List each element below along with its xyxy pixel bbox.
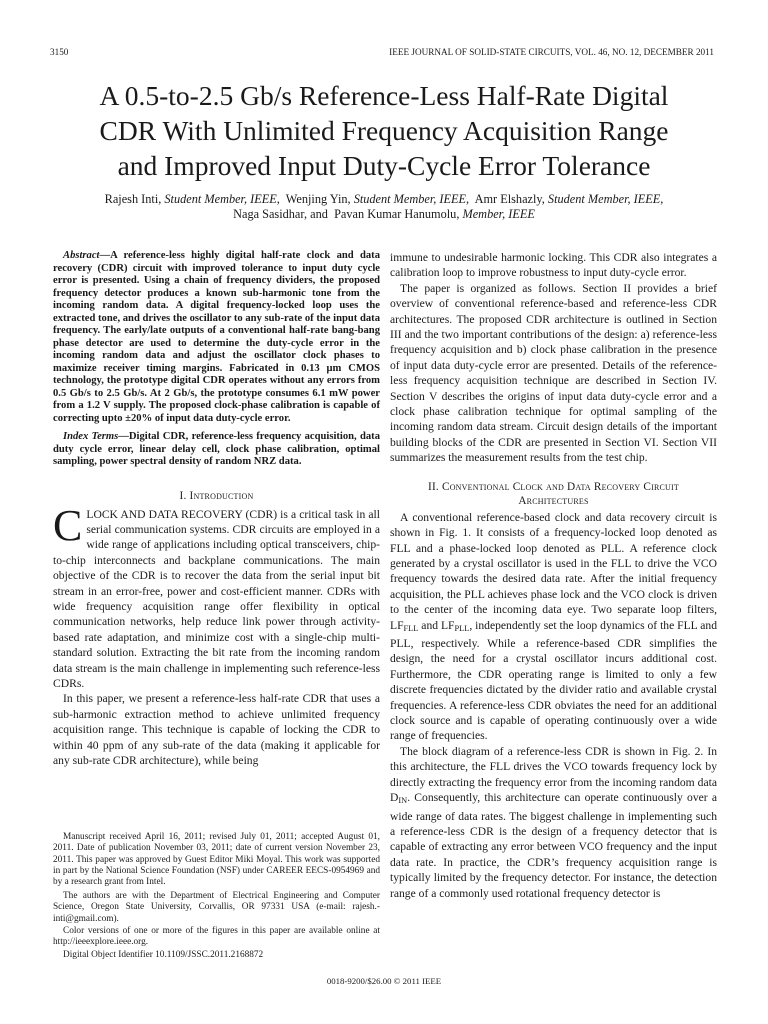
author-name: Rajesh Inti — [104, 192, 159, 206]
drop-cap: C — [53, 500, 83, 550]
math-base: D — [390, 791, 399, 805]
section-heading-conventional-cdr — [390, 480, 717, 508]
author-name: Naga Sasidhar — [233, 206, 304, 221]
author-list — [30, 192, 738, 221]
author-role: Student Member, IEEE — [353, 192, 467, 206]
organization-paragraph: The paper is organized as follows. Section II provides a brief overview of conventional reference-based and reference-less CDR architectures. The proposed CDR architecture is outlined in Section III and the two important contributions of the design: a) reference-less frequency acquisition and b) clock phase calibration in the presence of input data duty-cycle error are presented. Details of the reference-less frequency acquisition technique are described in Section IV. Section V describes the origins of input data duty-cycle error and a clock phase calibration technique for optimal sampling of the incoming random data stream. Circuit design details of the important building blocks of the CDR are presented in Section VI. Section VII summarizes the measurement results from the test chip. — [390, 281, 717, 465]
author-name: Pavan Kumar Hanumolu — [334, 206, 457, 221]
author-role: Member, IEEE — [462, 206, 535, 221]
paragraph-text: A conventional reference-based clock and data recovery circuit is shown in Fig. 1. It consists of a frequency-locked loop denoted as FLL and a phase-locked loop denoted as PLL. A reference clock generated by a crystal oscillator is used in the FLL to drive the VCO frequency towards the desired data rate. After the initial frequency acquisition, the PLL achieves phase lock and the VCO clock is driven to the center of the incoming data eye. Two separate loop filters, — [390, 510, 717, 617]
author-role: Student Member, IEEE — [547, 192, 661, 206]
title-line: and Improved Input Duty-Cycle Error Tolerance — [117, 150, 651, 181]
math-base: LF — [440, 618, 455, 632]
reference-less-cdr-paragraph — [390, 744, 717, 901]
journal-reference: IEEE JOURNAL OF SOLID-STATE CIRCUITS, VOL. 46, NO. 12, DECEMBER 2011 — [389, 47, 714, 57]
math-lf-fll — [390, 619, 418, 632]
footnote-doi: Digital Object Identifier 10.1109/JSSC.2011.2168872 — [63, 950, 264, 960]
section-heading-line: Architectures — [518, 494, 589, 507]
conventional-cdr-paragraph — [390, 510, 717, 744]
paragraph-text: and — [418, 618, 441, 632]
intro-paragraph — [53, 500, 380, 692]
index-terms-label: Index Terms — [63, 431, 119, 442]
author-name: Wenjing Yin — [285, 192, 348, 206]
paragraph-text: , independently set the loop dynamics of the FLL and PLL, respectively. While a reference-based CDR simplifies the design, the need for a crystal oscillator incurs additional cost. Furthermore, the CDR operating range is limited to only a few discrete frequencies dictated by the divider ratio and available crystal frequencies. A reference-less CDR obviates the need for an additional clock source and is capable of operating continuously over a wide range of frequencies. — [390, 618, 717, 743]
index-terms-text: —Digital CDR, reference-less frequency acquisition, data duty cycle error, linear delay cell, clock phase calibration, optimal sampling, power spectral density of random NRZ data. — [53, 431, 380, 467]
footnote-affiliation: The authors are with the Department of Electrical Engineering and Computer Science, Oregon State University, Corvallis, OR 97331 USA (e-mail: rajesh.inti@gmail.com). — [53, 891, 380, 924]
author-line: Rajesh Inti, Student Member, IEEE, Wenjing Yin, Student Member, IEEE, Amr Elshazly, Student Member, IEEE, — [104, 192, 664, 206]
copyright-line: 0018-9200/$26.00 © 2011 IEEE — [326, 976, 442, 986]
intro-paragraph-text: LOCK AND DATA RECOVERY (CDR) is a critical task in all serial communication systems. CDR circuits are employed in a wide range of applications including optical transceivers, chip-to-chip interconnects and backplane communications. The main objective of the CDR is to recover the data from the serial input bit stream in an error-free, power and cost-efficient manner. CDRs with wide frequency acquisition range offer flexibility in optical communication networks, help reduce link power through activity-based rate adaptation, and minimize cost with a single-chip multi-standard solution. Extracting the bit rate from the incoming random data stream is the main challenge in implementing such reference-less CDRs. — [53, 507, 380, 690]
running-header — [50, 47, 714, 61]
index-terms — [53, 431, 380, 469]
author-role: Student Member, IEEE — [164, 192, 277, 206]
abstract-label: Abstract — [63, 250, 100, 261]
page-number: 3150 — [50, 47, 69, 57]
paper-title — [30, 78, 738, 183]
footnote-color-versions: Color versions of one or more of the figures in this paper are available online at http://ieeexplore.ieee.org. — [53, 926, 380, 948]
title-line: A 0.5-to-2.5 Gb/s Reference-Less Half-Rate Digital — [99, 80, 669, 111]
footnote-received: Manuscript received April 16, 2011; revised July 01, 2011; accepted August 01, 2011. Date of publication November 03, 2011; date of current version November 23, 2011. This paper was approved by Guest Editor Miki Moyal. This work was supported in part by the National Science Foundation (NSF) under CAREER EECS-0954969 and by a research grant from Intel. — [53, 832, 380, 888]
math-base: LF — [390, 618, 404, 632]
right-column — [390, 250, 717, 901]
math-d-in — [390, 791, 407, 804]
author-name: Amr Elshazly — [474, 192, 542, 206]
intro-paragraph-2: In this paper, we present a reference-less half-rate CDR that uses a sub-harmonic extraction method to achieve unlimited frequency acquisition range. This technique is capable of locking the CDR to within 40 ppm of any sub-rate of the data (making it applicable for any sub-rate CDR architecture), while being — [53, 692, 380, 767]
left-column — [53, 250, 380, 768]
paragraph-text: The block diagram of a reference-less CDR is shown in Fig. 2. In this architecture, the FLL drives the VCO towards frequency lock by directly extracting the frequency error from the incoming random data — [390, 744, 717, 789]
intro-paragraph-2-continued: immune to undesirable harmonic locking. This CDR also integrates a calibration loop to improve robustness to input duty-cycle error. — [390, 251, 717, 280]
title-line: CDR With Unlimited Frequency Acquisition Range — [99, 115, 669, 146]
section-heading-introduction: I. Introduction — [179, 489, 254, 502]
section-heading-line: II. Conventional Clock and Data Recovery Circuit — [428, 480, 679, 493]
author-line: Naga Sasidhar, and Pavan Kumar Hanumolu, Member, IEEE — [233, 206, 535, 221]
abstract-text: —A reference-less highly digital half-rate clock and data recovery (CDR) circuit with improved tolerance to input duty cycle error is presented. Using a chain of frequency dividers, the proposed frequency detector produces a known sub-harmonic tone from the incoming random data. A digital frequency-locked loop uses the extracted tone, and drives the oscillator to any sub-rate of the input data frequency. The early/late outputs of a conventional half-rate bang-bang phase detector are used to determine the duty-cycle error in the incoming random data and adjust the oscillator clock phases to maximize receiver timing margins. Fabricated in 0.13 μm CMOS technology, the prototype digital CDR operates without any errors from 0.5 Gb/s to 2.5 Gb/s. At 2 Gb/s, the prototype consumes 6.1 mW power from a 1.2 V supply. The proposed clock-phase calibration is capable of correcting upto ±20% of input data duty-cycle error. — [53, 250, 380, 424]
paragraph-text: . Consequently, this architecture can operate continuously over a wide range of data rates. The biggest challenge in implementing such a reference-less CDR is the design of a frequency detector that is capable of extracting any error between VCO frequency and the input data rate. In practice, the CDR’s frequency acquisition range is typically limited by the frequency detector. For instance, the detection range of a commonly used rotational frequency detector is — [390, 791, 717, 900]
math-lf-pll — [441, 619, 469, 632]
math-subscript: PLL — [454, 623, 470, 633]
math-subscript: IN — [398, 796, 408, 806]
math-subscript: FLL — [403, 623, 419, 633]
abstract — [53, 250, 380, 425]
